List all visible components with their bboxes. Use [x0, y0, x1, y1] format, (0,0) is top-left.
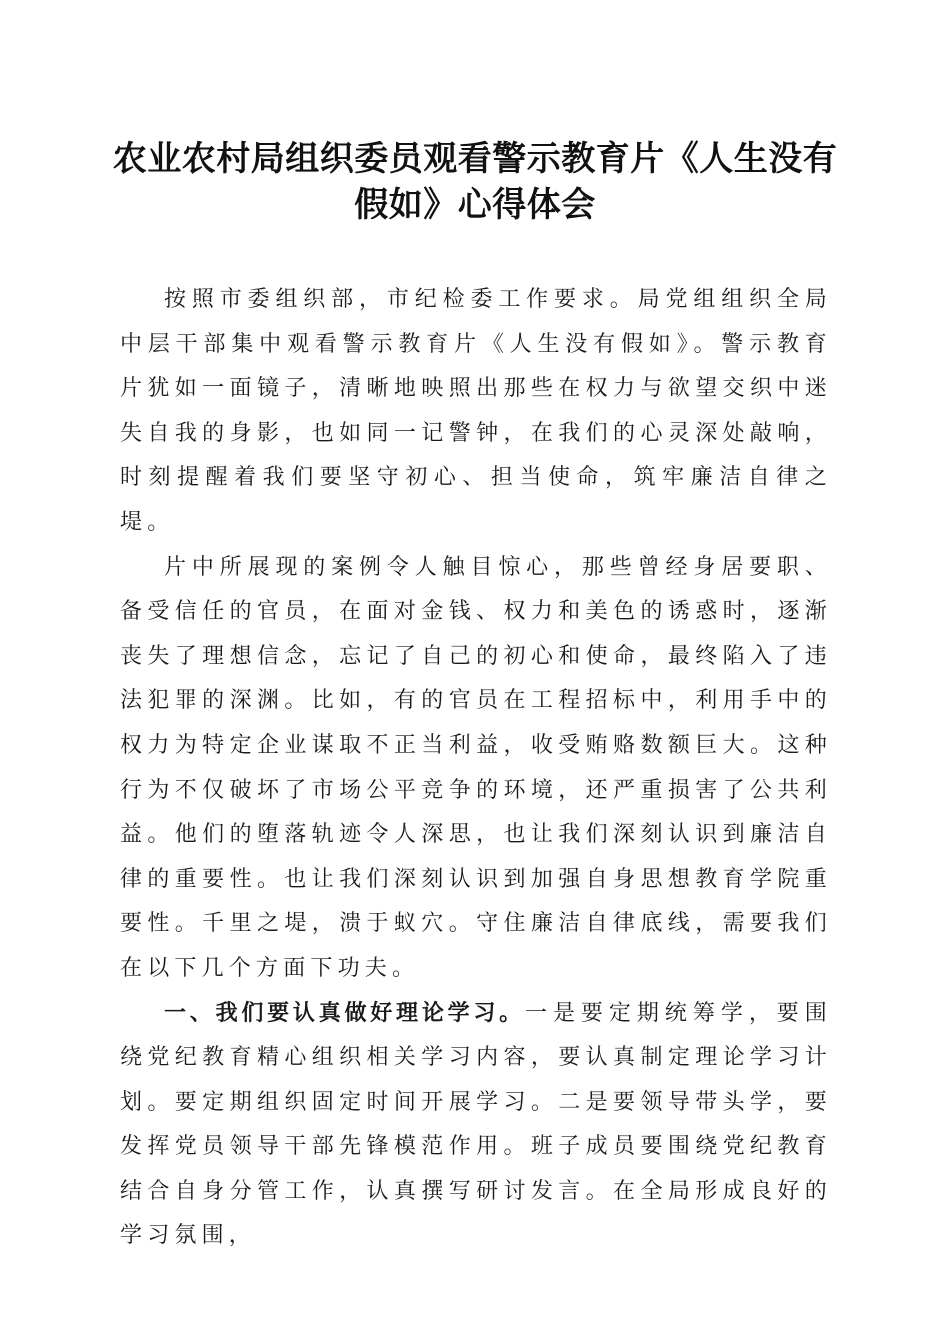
document-title: 农业农村局组织委员观看警示教育片《人生没有假如》心得体会	[112, 139, 838, 225]
paragraph-text: 按照市委组织部，市纪检委工作要求。局党组组织全局中层干部集中观看警示教育片《人生没有假如》。警示教育片犹如一面镜子，清晰地映照出那些在权力与欲望交织中迷失自我的身影，也如同一记警钟，在我们的心灵深处敲响，时刻提醒着我们要坚守初心、担当使命，筑牢廉洁自律之堤。	[120, 287, 832, 535]
section-heading: 一、我们要认真做好理论学习。	[164, 1000, 525, 1026]
paragraph-intro	[120, 278, 832, 546]
paragraph-cases	[120, 546, 832, 992]
paragraph-text: 片中所展现的案例令人触目惊心，那些曾经身居要职、备受信任的官员，在面对金钱、权力和美色的诱惑时，逐渐丧失了理想信念，忘记了自己的初心和使命，最终陷入了违法犯罪的深渊。比如，有的官员在工程招标中，利用手中的权力为特定企业谋取不正当利益，收受贿赂数额巨大。这种行为不仅破坏了市场公平竞争的环境，还严重损害了公共利益。他们的堕落轨迹令人深思，也让我们深刻认识到廉洁自律的重要性。也让我们深刻认识到加强自身思想教育学院重要性。千里之堤，溃于蚁穴。守住廉洁自律底线，需要我们在以下几个方面下功夫。	[120, 554, 832, 981]
paragraph-text: 一是要定期统筹学，要围绕党纪教育精心组织相关学习内容，要认真制定理论学习计划。要定期组织固定时间开展学习。二是要领导带头学，要发挥党员领导干部先锋模范作用。班子成员要围绕党纪教育结合自身分管工作，认真撰写研讨发言。在全局形成良好的学习氛围，	[120, 1000, 832, 1249]
document-body	[120, 278, 832, 1259]
paragraph-theory-study	[120, 992, 832, 1260]
